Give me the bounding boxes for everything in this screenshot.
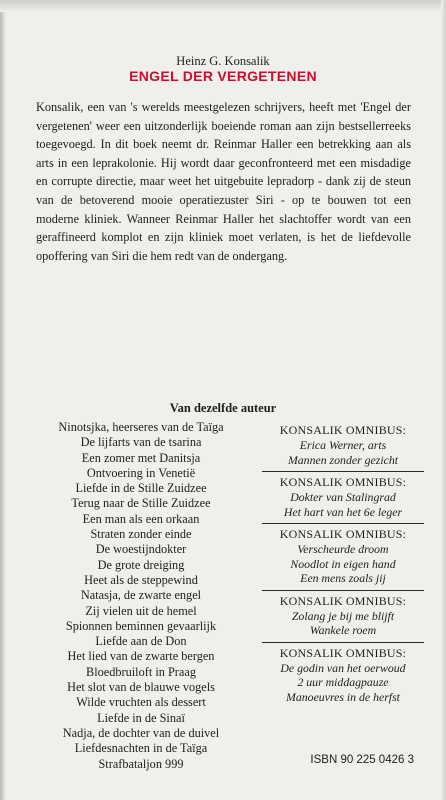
- omnibus-title: Dokter van Stalingrad: [290, 490, 396, 504]
- omnibus-title: Mannen zonder gezicht: [287, 452, 399, 467]
- spine-shadow: [0, 0, 6, 800]
- omnibus-title: Noodlot in eigen hand: [290, 556, 396, 571]
- blurb-text: Konsalik, een van 's werelds meestgelezen schrijvers, heeft met 'Engel der vergetenen' weer een uitzonderlijk boeiende roman aan zijn bestsellerreeks toegevoegd. In dit boek neemt dr. Reinmar Haller een betrekking aan als arts in een leprakolonie. Hij wordt daar geconfronteerd met een misdadige en corrupte directie, maar weet het uitgebuite lepradorp - dank zij de steun van de betoverend mooie operatiezuster Siri - op te bouwen tot een moderne kliniek. Wanneer Reinmar Haller het slachtoffer wordt van een geraffineerd komplot en zijn kliniek moet verlaten, is het de liefdevolle opoffering van Siri die hem redt van de ondergang.: [36, 100, 411, 263]
- omnibus-title: Manoeuvres in de herfst: [286, 689, 400, 704]
- list-item: Bloedbruiloft in Praag: [86, 664, 196, 679]
- top-edge: [0, 0, 446, 12]
- list-item: Liefdesnachten in de Taïga: [74, 741, 208, 756]
- list-item: Liefde in de Stille Zuidzee: [75, 481, 207, 496]
- list-item: Terug naar de Stille Zuidzee: [71, 496, 211, 511]
- list-item: Natasja, de zwarte engel: [80, 588, 202, 603]
- list-item: Nadja, de dochter van de duivel: [62, 725, 220, 740]
- list-item: Een man als een orkaan: [82, 511, 200, 526]
- omnibus-heading: KONSALIK OMNIBUS:: [279, 645, 407, 660]
- omnibus-title: De godin van het oerwoud: [280, 660, 406, 675]
- omnibus-block: [262, 594, 424, 643]
- omnibus-title: Verscheurde droom: [297, 542, 389, 556]
- list-item: Straten zonder einde: [90, 527, 192, 542]
- list-item: De lijfarts van de tsarina: [80, 435, 202, 450]
- omnibus-block: [262, 646, 424, 709]
- list-item: De woestijndokter: [95, 542, 187, 557]
- list-item: Ninotsjka, heerseres van de Taïga: [58, 420, 224, 434]
- list-item: Liefde aan de Don: [95, 634, 187, 649]
- list-item: Het lied van de zwarte bergen: [67, 649, 215, 664]
- list-item: Ontvoering in Venetië: [86, 465, 196, 480]
- list-item: De grote dreiging: [97, 557, 185, 572]
- omnibus-title: 2 uur middagpauze: [297, 675, 389, 689]
- other-titles-list: [36, 420, 246, 772]
- omnibus-heading: KONSALIK OMNIBUS:: [279, 527, 407, 541]
- omnibus-heading: KONSALIK OMNIBUS:: [279, 475, 407, 489]
- omnibus-title: Erica Werner, arts: [299, 438, 387, 452]
- list-item: Liefde in de Sinaï: [97, 710, 185, 725]
- list-item: Het slot van de blauwe vogels: [67, 680, 215, 695]
- isbn-number: ISBN 90 225 0426 3: [310, 754, 414, 766]
- list-item: Wilde vruchten als dessert: [76, 695, 206, 710]
- omnibus-heading: KONSALIK OMNIBUS:: [279, 593, 407, 608]
- omnibus-title: Het hart van het 6e leger: [283, 504, 403, 519]
- omnibus-block: [262, 527, 424, 591]
- list-item: Strafbataljon 999: [98, 756, 184, 771]
- omnibus-column: [262, 423, 424, 711]
- list-item: Een zomer met Danitsja: [81, 450, 201, 465]
- list-item: Spionnen beminnen gevaarlijk: [65, 618, 217, 633]
- book-title: ENGEL DER VERGETENEN: [129, 68, 317, 84]
- omnibus-heading: KONSALIK OMNIBUS:: [279, 423, 407, 437]
- omnibus-block: [262, 423, 424, 472]
- list-item: Zij vielen uit de hemel: [85, 603, 197, 618]
- section-title: Van dezelfde auteur: [169, 401, 277, 415]
- omnibus-title: Wankele roem: [309, 623, 377, 637]
- omnibus-title: Een mens zoals jij: [300, 571, 386, 585]
- omnibus-title: Zolang je bij me blijft: [291, 608, 395, 623]
- right-edge: [441, 0, 446, 800]
- author-name: Heinz G. Konsalik: [176, 54, 270, 68]
- list-item: Heet als de steppewind: [84, 572, 198, 587]
- omnibus-block: [262, 475, 424, 524]
